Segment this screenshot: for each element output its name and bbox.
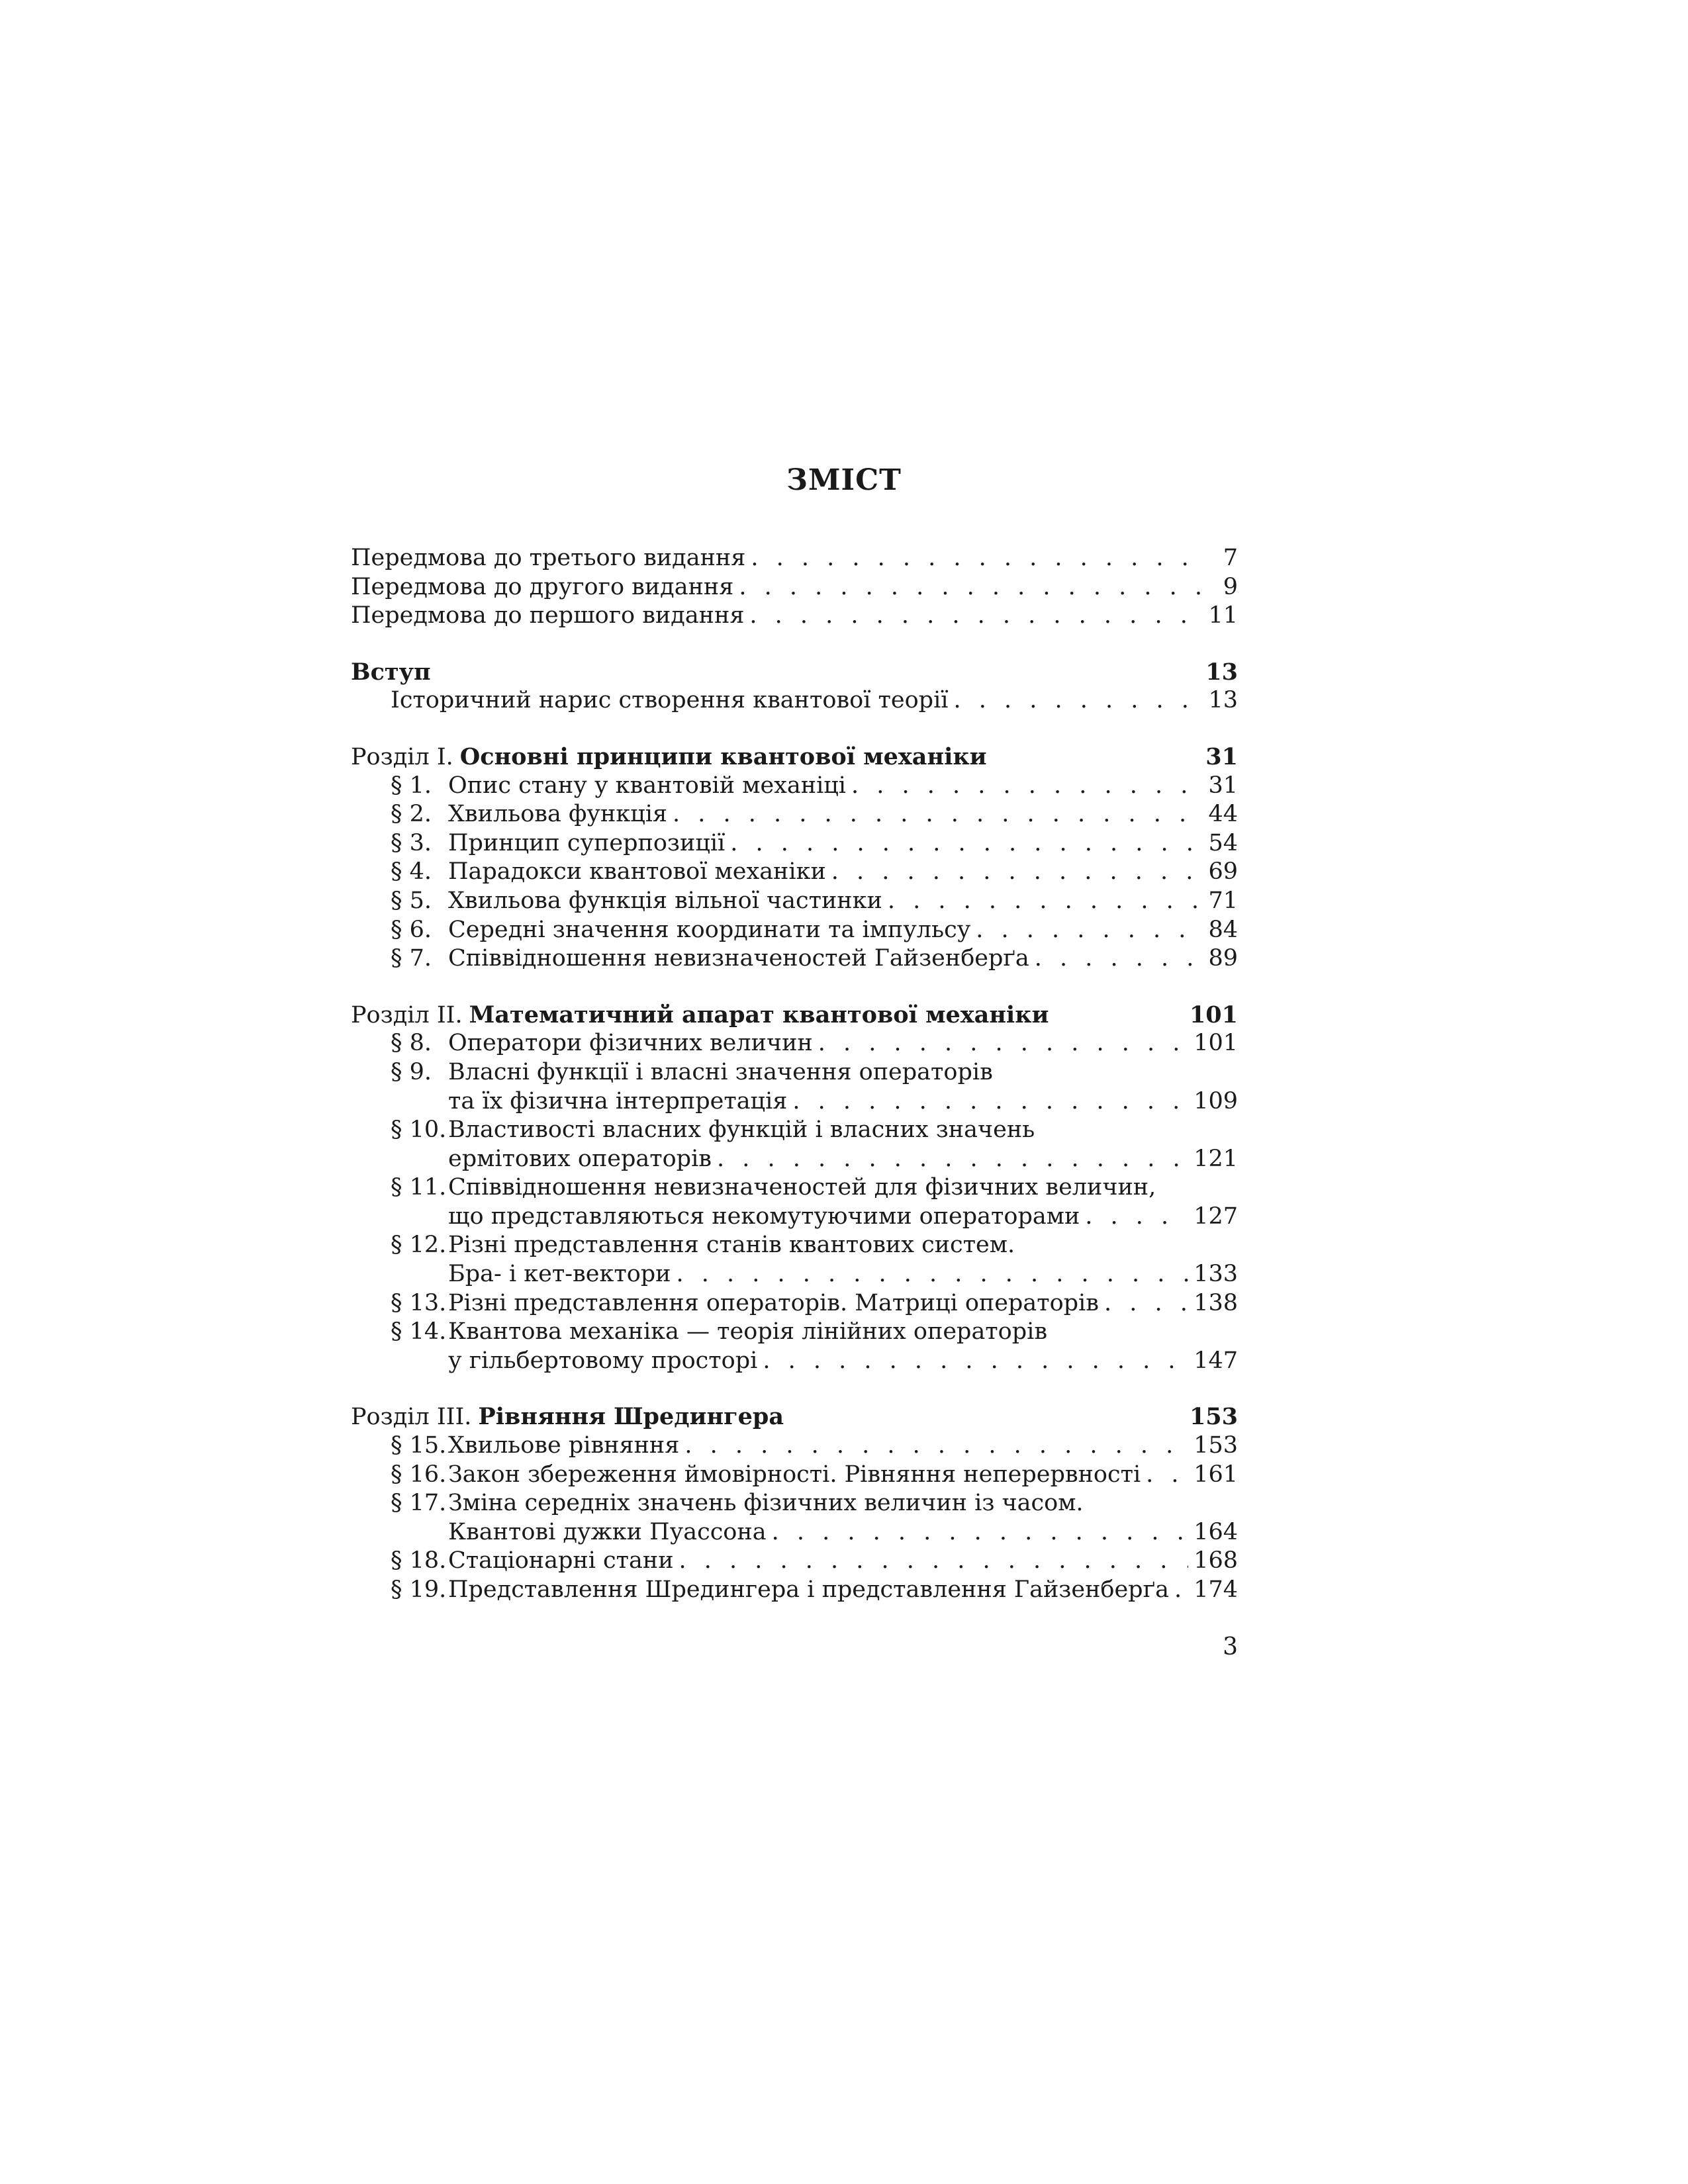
toc-section[interactable] [351, 887, 1238, 916]
toc-section-continuation[interactable] [351, 1203, 1238, 1232]
toc-section[interactable] [351, 772, 1238, 801]
toc-chapter-3[interactable] [351, 1402, 1238, 1432]
toc-entry-label: Передмова до першого видання [351, 602, 745, 629]
section-number: § 17. [391, 1490, 447, 1517]
chapter-title: Математичний апарат квантової механіки [469, 1001, 1049, 1028]
toc-section[interactable] [351, 1058, 1238, 1087]
toc-section[interactable] [351, 944, 1238, 974]
page-title: ЗМІСТ [786, 463, 902, 497]
page-number: 3 [1223, 1633, 1238, 1661]
toc-page-number: 101 [1194, 1030, 1238, 1057]
section-label-line1: Власні функції і власні значення операторів [448, 1058, 993, 1085]
dot-leader [792, 1087, 1188, 1116]
section-label: Хвильове рівняння [448, 1432, 680, 1459]
dot-leader [953, 686, 1203, 715]
dot-leader [1174, 1576, 1188, 1605]
section-number: § 4. [391, 858, 432, 886]
toc-section[interactable] [351, 1461, 1238, 1490]
toc-section[interactable] [351, 1318, 1238, 1347]
chapter-title: Основні принципи квантової механіки [459, 743, 987, 770]
dot-leader [749, 602, 1203, 631]
section-label: Парадокси квантової механіки [448, 858, 826, 886]
dot-leader [772, 1518, 1189, 1547]
section-label: Закон збереження ймовірності. Рівняння неперервності [448, 1461, 1141, 1488]
toc-entry-label: Передмова до третього видання [351, 545, 746, 571]
section-number: § 1. [391, 772, 432, 799]
section-label-line1: Зміна середніх значень фізичних величин із часом. [448, 1490, 1084, 1517]
toc-section[interactable] [351, 1231, 1238, 1260]
dot-leader [673, 800, 1203, 829]
dot-leader [818, 1029, 1188, 1058]
dot-leader [679, 1547, 1189, 1576]
section-label: ермітових операторів [448, 1145, 712, 1172]
section-label: Оператори фізичних величин [448, 1030, 813, 1057]
toc-heading-intro[interactable] [351, 658, 1238, 687]
section-number: § 3. [391, 829, 432, 856]
toc-section-continuation[interactable] [351, 1347, 1238, 1376]
toc-section[interactable] [351, 1029, 1238, 1058]
dot-leader [1085, 1203, 1188, 1232]
section-number: § 18. [391, 1547, 447, 1574]
chapter-title: Рівняння Шредингера [478, 1403, 784, 1431]
section-number: § 19. [391, 1576, 447, 1603]
toc-entry-preface-1[interactable] [351, 602, 1238, 631]
toc-page-number: 11 [1208, 602, 1238, 629]
dot-leader [717, 1145, 1188, 1174]
dot-leader [730, 829, 1203, 858]
section-number: § 15. [391, 1432, 447, 1459]
section-label-line1: Квантова механіка — теорія лінійних операторів [448, 1318, 1048, 1345]
section-label-line1: Властивості власних функцій і власних значень [448, 1116, 1035, 1144]
dot-leader [1035, 944, 1203, 974]
toc-page-number: 31 [1205, 743, 1238, 770]
toc-page-number: 161 [1194, 1461, 1238, 1488]
dot-leader [684, 1432, 1188, 1461]
toc-page-number: 153 [1189, 1403, 1238, 1431]
section-label: Хвильова функція вільної частинки [448, 887, 882, 914]
toc-section-continuation[interactable] [351, 1260, 1238, 1289]
dot-leader [677, 1260, 1189, 1289]
section-label: Середні значення координати та імпульсу [448, 916, 971, 943]
toc-heading-label: Вступ [351, 658, 431, 686]
toc-section[interactable] [351, 916, 1238, 945]
toc-entry-intro-history[interactable] [351, 686, 1238, 715]
section-label: що представляються некомутуючими операторами [448, 1203, 1080, 1230]
section-label: Співвідношення невизначеностей Гайзенберґа [448, 945, 1029, 972]
toc-page-number: 127 [1194, 1203, 1238, 1230]
toc-page-number: 164 [1194, 1518, 1238, 1545]
chapter-prefix: Розділ III. [351, 1404, 472, 1431]
toc-chapter-2[interactable] [351, 1001, 1238, 1030]
toc-section[interactable] [351, 1289, 1238, 1318]
section-label: Стаціонарні стани [448, 1547, 674, 1574]
toc-page-number: 153 [1194, 1432, 1238, 1459]
section-label: Представлення Шредингера і представлення Гайзенберґа [448, 1576, 1169, 1603]
toc-section[interactable] [351, 1576, 1238, 1605]
toc-section[interactable] [351, 1173, 1238, 1203]
dot-leader [976, 916, 1203, 945]
toc-page-number: 7 [1223, 545, 1238, 571]
toc-page-number: 69 [1208, 858, 1238, 886]
section-number: § 8. [391, 1030, 432, 1057]
table-of-contents [351, 544, 1238, 1605]
dot-leader [888, 887, 1203, 916]
toc-page-number: 89 [1208, 945, 1238, 972]
toc-section[interactable] [351, 858, 1238, 887]
toc-section[interactable] [351, 800, 1238, 829]
toc-page-number: 13 [1205, 658, 1238, 686]
toc-chapter-1[interactable] [351, 743, 1238, 772]
section-number: § 12. [391, 1232, 447, 1259]
chapter-prefix: Розділ I. [351, 743, 453, 770]
section-number: § 14. [391, 1318, 447, 1345]
toc-entry-label: Історичний нарис створення квантової теорії [391, 687, 949, 714]
toc-page-number: 168 [1194, 1547, 1238, 1574]
section-label: Принцип суперпозиції [448, 829, 726, 856]
section-number: § 9. [391, 1058, 432, 1085]
section-label: Квантові дужки Пуассона [448, 1518, 767, 1545]
toc-page-number: 13 [1208, 687, 1238, 714]
toc-section[interactable] [351, 1116, 1238, 1145]
dot-leader [1104, 1289, 1188, 1318]
toc-page-number: 101 [1189, 1001, 1238, 1028]
section-label-line1: Співвідношення невизначеностей для фізичних величин, [448, 1174, 1156, 1201]
section-label: Різні представлення операторів. Матриці операторів [448, 1289, 1099, 1316]
section-number: § 2. [391, 801, 432, 828]
toc-section[interactable] [351, 1489, 1238, 1518]
section-number: § 11. [391, 1174, 447, 1201]
toc-page-number: 31 [1208, 772, 1238, 799]
section-label: Опис стану у квантовій механіці [448, 772, 846, 799]
section-number: § 16. [391, 1461, 447, 1488]
toc-page-number: 54 [1208, 829, 1238, 856]
toc-section-continuation[interactable] [351, 1518, 1238, 1547]
dot-leader [851, 772, 1203, 801]
section-label: Бра- і кет-вектори [448, 1261, 671, 1288]
dot-leader [739, 573, 1206, 602]
section-number: § 10. [391, 1116, 447, 1144]
chapter-prefix: Розділ II. [351, 1001, 463, 1028]
toc-entry-preface-2[interactable] [351, 573, 1238, 602]
section-label-line1: Різні представлення станів квантових систем. [448, 1232, 1015, 1259]
toc-page-number: 133 [1194, 1261, 1238, 1288]
section-label: у гільбертовому просторі [448, 1347, 758, 1374]
section-label: Хвильова функція [448, 801, 667, 828]
toc-entry-preface-3[interactable] [351, 544, 1238, 573]
section-label: та їх фізична інтерпретація [448, 1087, 788, 1115]
section-number: § 13. [391, 1289, 447, 1316]
toc-page-number: 71 [1208, 887, 1238, 914]
dot-leader [1146, 1461, 1188, 1490]
section-number: § 5. [391, 887, 432, 914]
toc-page-number: 138 [1194, 1289, 1238, 1316]
toc-page-number: 9 [1223, 573, 1238, 600]
toc-page-number: 84 [1208, 916, 1238, 943]
toc-section-continuation[interactable] [351, 1087, 1238, 1116]
toc-section[interactable] [351, 1547, 1238, 1576]
toc-page-number: 121 [1194, 1145, 1238, 1172]
toc-entry-label: Передмова до другого видання [351, 573, 734, 600]
toc-section[interactable] [351, 829, 1238, 858]
dot-leader [763, 1347, 1188, 1376]
section-number: § 7. [391, 945, 432, 972]
dot-leader [751, 544, 1206, 573]
toc-page-number: 174 [1194, 1576, 1238, 1603]
section-number: § 6. [391, 916, 432, 943]
toc-page-number: 109 [1194, 1087, 1238, 1115]
toc-page-number: 44 [1208, 801, 1238, 828]
toc-page-number: 147 [1194, 1347, 1238, 1374]
toc-section-continuation[interactable] [351, 1145, 1238, 1174]
dot-leader [831, 858, 1203, 887]
toc-section[interactable] [351, 1432, 1238, 1461]
